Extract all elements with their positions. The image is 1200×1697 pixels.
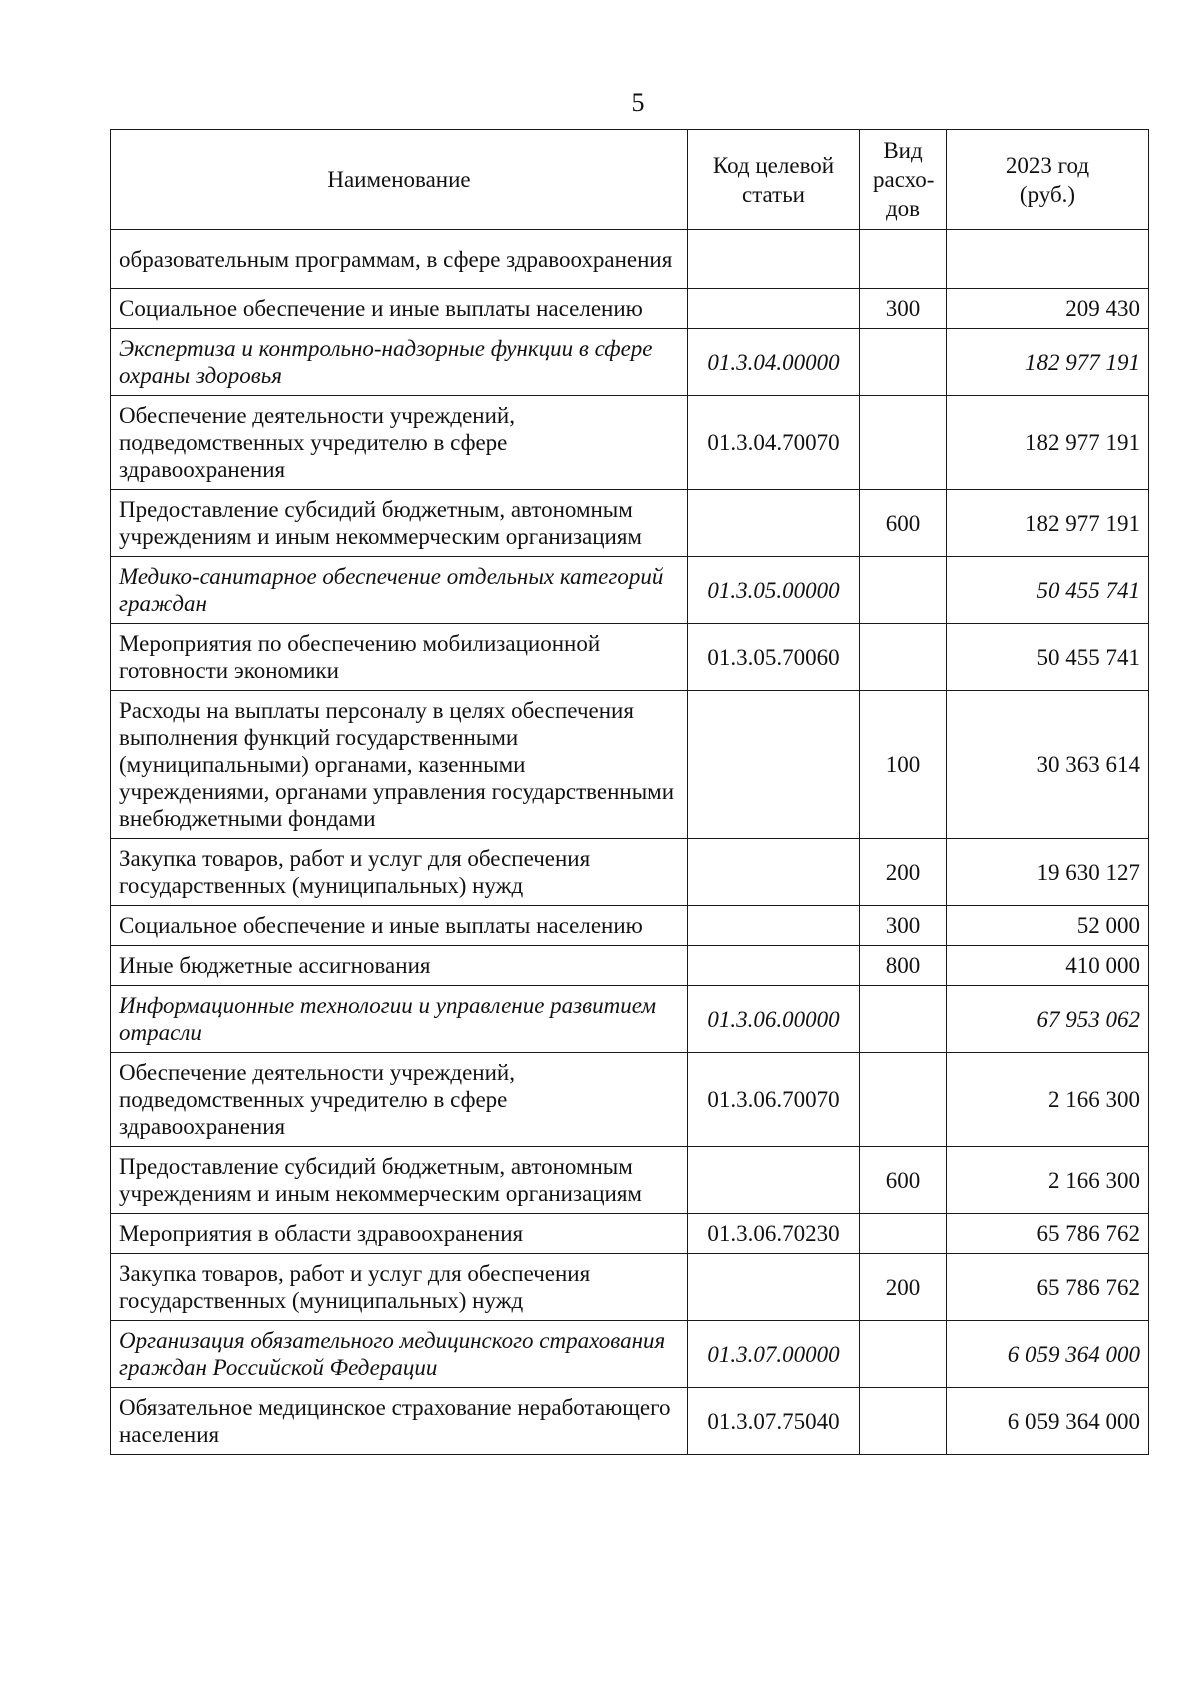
cell-name: Закупка товаров, работ и услуг для обеспечения государственных (муниципальных) нужд bbox=[111, 839, 688, 906]
cell-name: Закупка товаров, работ и услуг для обеспечения государственных (муниципальных) нужд bbox=[111, 1254, 688, 1321]
cell-kind: 600 bbox=[860, 1147, 947, 1214]
cell-kind bbox=[860, 986, 947, 1053]
cell-code bbox=[688, 1147, 860, 1214]
cell-name: Социальное обеспечение и иные выплаты населению bbox=[111, 289, 688, 329]
cell-kind: 800 bbox=[860, 946, 947, 986]
table-row bbox=[111, 1214, 1149, 1254]
cell-amount: 50 455 741 bbox=[947, 624, 1149, 691]
cell-code: 01.3.06.70070 bbox=[688, 1053, 860, 1147]
cell-name: Экспертиза и контрольно-надзорные функции в сфере охраны здоровья bbox=[111, 329, 688, 396]
cell-code bbox=[688, 230, 860, 289]
cell-code: 01.3.04.00000 bbox=[688, 329, 860, 396]
cell-code bbox=[688, 946, 860, 986]
cell-name: образовательным программам, в сфере здравоохранения bbox=[111, 230, 688, 289]
header-amount: 2023 год (руб.) bbox=[947, 130, 1149, 230]
cell-kind bbox=[860, 396, 947, 490]
cell-code: 01.3.04.70070 bbox=[688, 396, 860, 490]
table-row bbox=[111, 1147, 1149, 1214]
cell-code bbox=[688, 1254, 860, 1321]
cell-amount: 182 977 191 bbox=[947, 396, 1149, 490]
cell-kind bbox=[860, 1214, 947, 1254]
table-row bbox=[111, 230, 1149, 289]
cell-amount bbox=[947, 230, 1149, 289]
cell-kind bbox=[860, 230, 947, 289]
cell-amount: 6 059 364 000 bbox=[947, 1321, 1149, 1388]
cell-kind bbox=[860, 1053, 947, 1147]
cell-amount: 182 977 191 bbox=[947, 329, 1149, 396]
cell-name: Обязательное медицинское страхование неработающего населения bbox=[111, 1388, 688, 1455]
table-row bbox=[111, 1254, 1149, 1321]
cell-amount: 30 363 614 bbox=[947, 691, 1149, 839]
cell-code bbox=[688, 691, 860, 839]
cell-name: Медико-санитарное обеспечение отдельных категорий граждан bbox=[111, 557, 688, 624]
cell-kind bbox=[860, 624, 947, 691]
table-row bbox=[111, 329, 1149, 396]
cell-name: Обеспечение деятельности учреждений, подведомственных учредителю в сфере здравоохранения bbox=[111, 1053, 688, 1147]
header-kind: Вид расхо-дов bbox=[860, 130, 947, 230]
cell-name: Предоставление субсидий бюджетным, автономным учреждениям и иным некоммерческим организациям bbox=[111, 1147, 688, 1214]
cell-kind: 200 bbox=[860, 839, 947, 906]
cell-amount: 19 630 127 bbox=[947, 839, 1149, 906]
table-row bbox=[111, 624, 1149, 691]
cell-kind: 300 bbox=[860, 289, 947, 329]
cell-amount: 209 430 bbox=[947, 289, 1149, 329]
header-code: Код целевой статьи bbox=[688, 130, 860, 230]
cell-amount: 65 786 762 bbox=[947, 1214, 1149, 1254]
cell-code: 01.3.07.00000 bbox=[688, 1321, 860, 1388]
cell-name: Мероприятия в области здравоохранения bbox=[111, 1214, 688, 1254]
cell-kind bbox=[860, 1388, 947, 1455]
cell-code: 01.3.06.70230 bbox=[688, 1214, 860, 1254]
cell-name: Организация обязательного медицинского страхования граждан Российской Федерации bbox=[111, 1321, 688, 1388]
cell-name: Информационные технологии и управление развитием отрасли bbox=[111, 986, 688, 1053]
cell-name: Иные бюджетные ассигнования bbox=[111, 946, 688, 986]
cell-code bbox=[688, 490, 860, 557]
cell-code: 01.3.05.70060 bbox=[688, 624, 860, 691]
table-row bbox=[111, 557, 1149, 624]
table-row bbox=[111, 1053, 1149, 1147]
cell-amount: 182 977 191 bbox=[947, 490, 1149, 557]
cell-kind: 200 bbox=[860, 1254, 947, 1321]
table-row bbox=[111, 396, 1149, 490]
cell-amount: 50 455 741 bbox=[947, 557, 1149, 624]
table-row bbox=[111, 1388, 1149, 1455]
table-row bbox=[111, 1321, 1149, 1388]
cell-name: Обеспечение деятельности учреждений, подведомственных учредителю в сфере здравоохранения bbox=[111, 396, 688, 490]
table-header-row bbox=[111, 130, 1149, 230]
cell-amount: 2 166 300 bbox=[947, 1147, 1149, 1214]
header-name: Наименование bbox=[111, 130, 688, 230]
cell-amount: 2 166 300 bbox=[947, 1053, 1149, 1147]
cell-code: 01.3.05.00000 bbox=[688, 557, 860, 624]
cell-name: Расходы на выплаты персоналу в целях обеспечения выполнения функций государственными (муниципальными) органами, казенными учреждениями, органами управления государственными внебюджетными фондами bbox=[111, 691, 688, 839]
cell-amount: 410 000 bbox=[947, 946, 1149, 986]
cell-amount: 52 000 bbox=[947, 906, 1149, 946]
cell-code: 01.3.06.00000 bbox=[688, 986, 860, 1053]
cell-amount: 67 953 062 bbox=[947, 986, 1149, 1053]
cell-name: Социальное обеспечение и иные выплаты населению bbox=[111, 906, 688, 946]
cell-kind: 600 bbox=[860, 490, 947, 557]
cell-code: 01.3.07.75040 bbox=[688, 1388, 860, 1455]
cell-code bbox=[688, 906, 860, 946]
page-number: 5 bbox=[631, 88, 645, 117]
table-row bbox=[111, 490, 1149, 557]
table-row bbox=[111, 986, 1149, 1053]
cell-kind bbox=[860, 1321, 947, 1388]
cell-name: Предоставление субсидий бюджетным, автономным учреждениям и иным некоммерческим организациям bbox=[111, 490, 688, 557]
cell-code bbox=[688, 289, 860, 329]
table-row bbox=[111, 946, 1149, 986]
cell-amount: 6 059 364 000 bbox=[947, 1388, 1149, 1455]
table-row bbox=[111, 289, 1149, 329]
table-row bbox=[111, 839, 1149, 906]
budget-table bbox=[110, 129, 1149, 1455]
cell-amount: 65 786 762 bbox=[947, 1254, 1149, 1321]
cell-name: Мероприятия по обеспечению мобилизационной готовности экономики bbox=[111, 624, 688, 691]
cell-code bbox=[688, 839, 860, 906]
table-row bbox=[111, 906, 1149, 946]
cell-kind: 300 bbox=[860, 906, 947, 946]
cell-kind: 100 bbox=[860, 691, 947, 839]
cell-kind bbox=[860, 557, 947, 624]
table-row bbox=[111, 691, 1149, 839]
cell-kind bbox=[860, 329, 947, 396]
